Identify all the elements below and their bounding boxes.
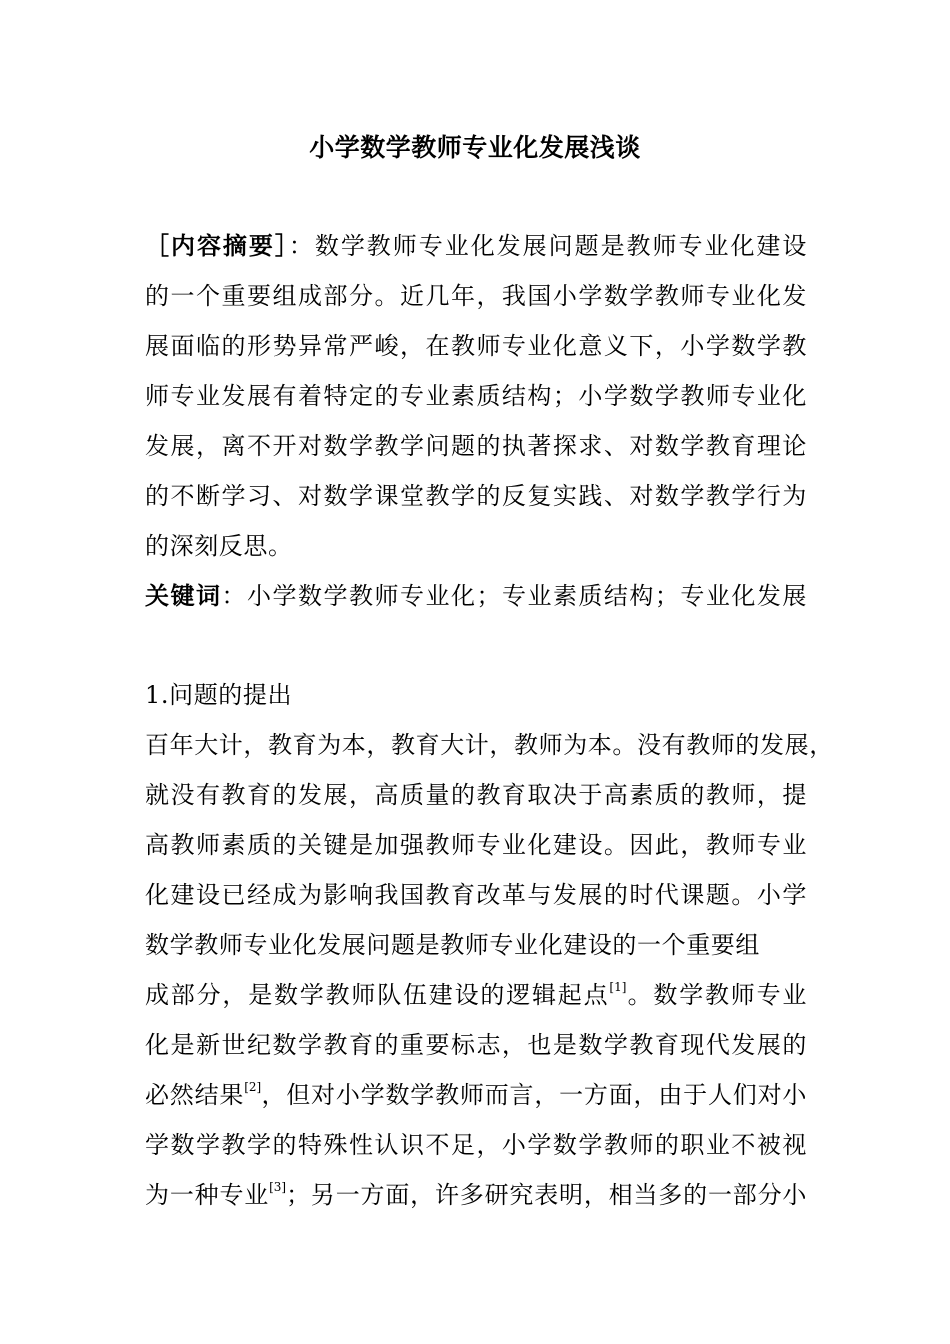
body-line-10-text-a: 为一种专业	[145, 1181, 270, 1209]
abstract-line-2: 的一个重要组成部分。近几年，我国小学数学教师专业化发	[145, 282, 807, 310]
abstract-line-5: 发展，离不开对数学教学问题的执著探求、对数学教育理论	[145, 432, 807, 460]
abstract-label: ［内容摘要］	[145, 232, 289, 260]
keywords-colon: ：	[221, 582, 247, 610]
body-line-7: 化是新世纪数学教育的重要标志，也是数学教育现代发展的	[145, 1031, 807, 1059]
abstract-line-3: 展面临的形势异常严峻，在教师专业化意义下，小学数学教	[145, 332, 807, 360]
keywords-label: 关键词	[145, 582, 222, 610]
body-line-9: 学数学教学的特殊性认识不足，小学数学教师的职业不被视	[145, 1131, 807, 1159]
body-line-1: 百年大计，教育为本，教育大计，教师为本。没有教师的发展，	[145, 731, 834, 759]
abstract-colon: ：	[288, 232, 315, 260]
body-line-4: 化建设已经成为影响我国教育改革与发展的时代课题。小学	[145, 881, 807, 909]
abstract-line-7: 的深刻反思。	[145, 532, 293, 560]
citation-2: [2]	[244, 1080, 262, 1094]
body-line-5: 数学教师专业化发展问题是教师专业化建设的一个重要组	[145, 931, 760, 959]
body-line-8	[145, 1077, 807, 1113]
body-line-2: 就没有教育的发展，高质量的教育取决于高素质的教师，提	[145, 781, 807, 809]
body-line-6	[145, 977, 807, 1013]
citation-3: [3]	[269, 1180, 287, 1194]
body-line-6-text-b: 。数学教师专业	[626, 981, 807, 1009]
abstract-line-4: 师专业发展有着特定的专业素质结构；小学数学教师专业化	[145, 382, 807, 410]
abstract-text-1: 数学教师专业化发展问题是教师专业化建设	[314, 232, 807, 260]
section-heading: 1.问题的提出	[145, 681, 293, 709]
citation-1: [1]	[609, 980, 627, 994]
body-line-3: 高教师素质的关键是加强教师专业化建设。因此，教师专业	[145, 831, 807, 859]
keywords-line	[145, 578, 807, 614]
body-line-8-text-a: 必然结果	[145, 1081, 245, 1109]
keywords-text: 小学数学教师专业化；专业素质结构；专业化发展	[247, 582, 807, 610]
page-title: 小学数学教师专业化发展浅谈	[309, 133, 641, 162]
abstract-line-1	[145, 228, 807, 264]
body-line-10	[145, 1177, 807, 1213]
abstract-line-6: 的不断学习、对数学课堂教学的反复实践、对数学教学行为	[145, 482, 807, 510]
body-line-8-text-b: ，但对小学数学教师而言，一方面，由于人们对小	[261, 1081, 807, 1109]
body-line-6-text-a: 成部分，是数学教师队伍建设的逻辑起点	[145, 981, 610, 1009]
body-line-10-text-b: ；另一方面，许多研究表明，相当多的一部分小	[286, 1181, 807, 1209]
